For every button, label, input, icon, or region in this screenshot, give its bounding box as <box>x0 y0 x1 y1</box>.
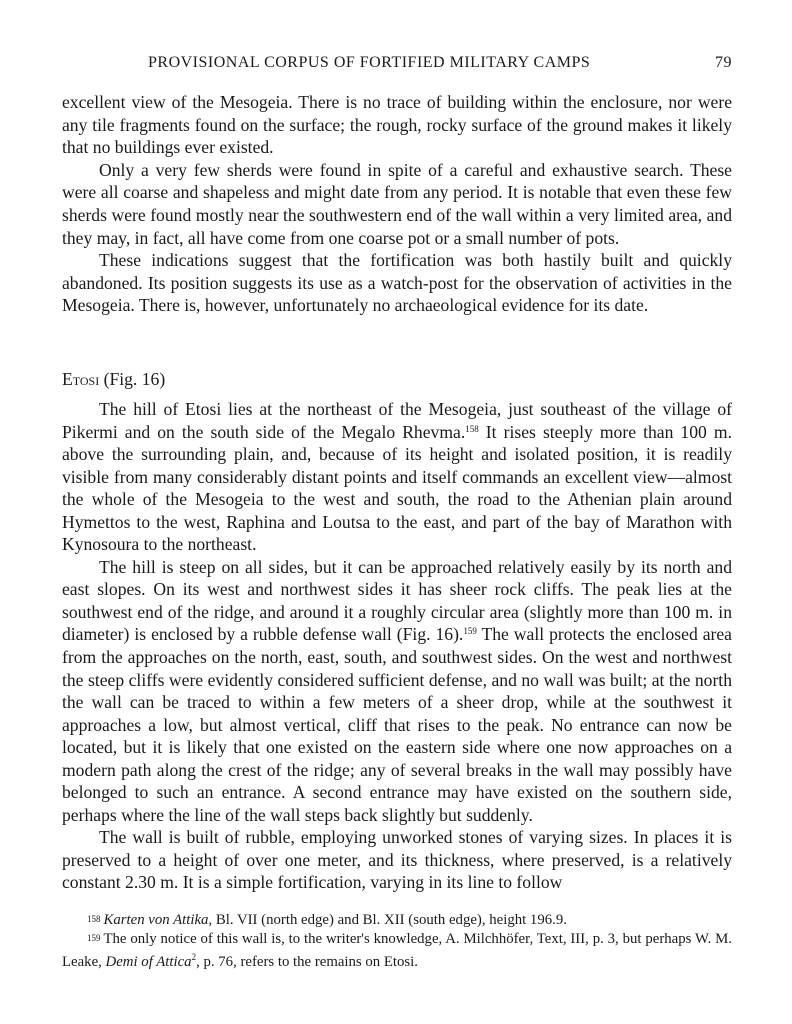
footnote-superscript: 2 <box>191 952 197 962</box>
paragraph: The wall is built of rubble, employing unworked stones of varying sizes. In places it is preserved to a height of over one meter, and its thickness, where preserved, is a relatively constant 2.30 m. It is a simple fortification, varying in its line to follow <box>62 827 732 893</box>
footnote-159 <box>62 930 732 972</box>
paragraph-text: The hill of Etosi lies at the northeast of the Mesogeia, just southeast of the village of Pikermi and on the south side of the Megalo Rhevma. <box>62 399 732 442</box>
footnote-number: 159 <box>87 932 101 943</box>
footnote-158 <box>62 911 732 930</box>
footnote-number: 158 <box>87 914 101 924</box>
paragraph: excellent view of the Mesogeia. There is no trace of building within the enclosure, nor were any tile fragments found on the surface; the rough, rocky surface of the ground makes it likely that no buildings ever existed. <box>62 92 732 158</box>
paragraph-text: The hill is steep on all sides, but it can be approached relatively easily by its north and east slopes. On its west and northwest sides it has sheer rock cliffs. The peak lies at the southwest end of the ridge, and around it a roughly circular area (slightly more than 100 m. in diameter) is enclosed by a rubble defense wall (Fig. 16). <box>62 556 732 645</box>
footnote-text: , p. 76, refers to the remains on Etosi. <box>196 953 418 970</box>
paragraph <box>62 398 732 556</box>
footnote-text: The only notice of this wall is, to the writer's knowledge, A. Milchhöfer, Text, III, p. 3, but perhaps W. M. Leake, <box>62 930 732 970</box>
footnote-ref[interactable]: 158 <box>465 423 479 434</box>
running-head-title: PROVISIONAL CORPUS OF FORTIFIED MILITARY CAMPS <box>148 54 591 71</box>
section-heading: Etosi (Fig. 16) <box>62 369 166 389</box>
page-number: 79 <box>715 54 732 71</box>
etosi-text <box>62 398 732 894</box>
footnote-text: , Bl. VII (north edge) and Bl. XII (south edge), height 196.9. <box>208 912 567 928</box>
footnote-title: Karten von Attika <box>103 912 209 928</box>
intro-text <box>62 91 732 317</box>
paragraph-text: The wall protects the enclosed area from the approaches on the north, east, south, and southwest sides. On the west and northwest the steep cliffs were evidently considered sufficient defense, and no wall was built; at the north the wall can be traced to within a few meters of a sheer drop, while at the southwest it approaches a low, but almost vertical, cliff that rises to the peak. No entrance can now be located, but it is likely that one existed on the eastern side where one now approaches on a modern path along the crest of the ridge; any of several breaks in the wall may possibly have belonged to such an entrance. A second entrance may have existed on the southern side, perhaps where the line of the wall steps back slightly but suddenly. <box>62 624 732 825</box>
footnote-title: Demi of Attica <box>105 953 192 970</box>
footnotes <box>62 911 732 971</box>
paragraph: Only a very few sherds were found in spite of a careful and exhaustive search. These were all coarse and shapeless and might date from any period. It is notable that even these few sherds were found mostly near the southwestern end of the wall within a very limited area, and they may, in fact, all have come from one coarse pot or a small number of pots. <box>62 159 732 248</box>
paragraph: These indications suggest that the fortification was both hastily built and quickly abandoned. Its position suggests its use as a watch-post for the observation of activities in the Mesogeia. There is, however, unfortunately no archaeological evidence for its date. <box>62 250 732 316</box>
paragraph <box>62 556 732 827</box>
paragraph-text: It rises steeply more than 100 m. above the surrounding plain, and, because of its height and isolated position, it is readily visible from many considerably distant points and itself commands an excellent view—almost the whole of the Mesogeia to the west and south, the road to the Athenian plain around Hymettos to the west, Raphina and Loutsa to the east, and part of the bay of Marathon with Kynosoura to the northeast. <box>62 421 732 555</box>
footnote-ref[interactable]: 159 <box>463 626 477 637</box>
